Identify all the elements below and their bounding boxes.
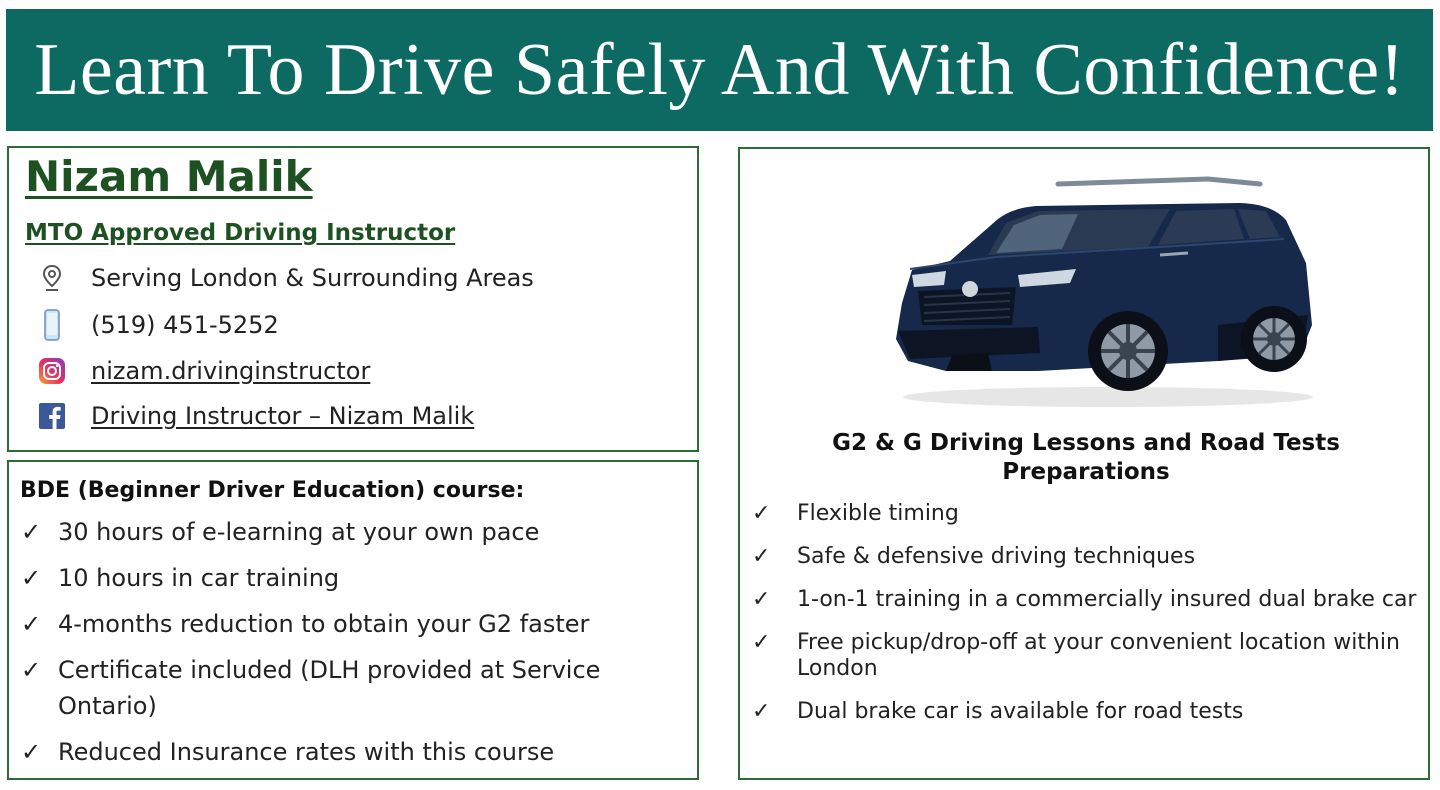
list-item [21,606,681,642]
location-pin-icon [37,263,67,293]
list-item [752,501,1422,527]
list-item-text: 1-on-1 training in a commercially insured dual brake car [797,587,1417,612]
lessons-title: G2 & G Driving Lessons and Road Tests Preparations [832,430,1340,485]
list-item-text: 4-months reduction to obtain your G2 faster [58,610,590,638]
list-item [752,699,1422,725]
list-item-text: 10 hours in car training [58,564,340,592]
checkmark-icon: ✓ [752,587,771,612]
facebook-row [9,396,697,436]
phone-icon [37,310,67,340]
location-text: Serving London & Surrounding Areas [91,264,534,292]
title-banner [6,9,1433,131]
lessons-panel [738,147,1430,780]
phone-row [9,305,697,345]
bde-course-panel [7,460,699,780]
suv-car-image [888,175,1318,411]
bde-course-title: BDE (Beginner Driver Education) course: [20,478,525,503]
checkmark-icon: ✓ [21,518,42,546]
instructor-name: Nizam Malik [25,152,313,201]
checkmark-icon: ✓ [21,564,42,592]
list-item [752,544,1422,570]
phone-number[interactable]: (519) 451-5252 [91,311,279,339]
location-row [9,258,697,298]
list-item [21,514,681,550]
list-item [752,587,1422,613]
list-item [752,630,1422,682]
instagram-link[interactable]: nizam.drivinginstructor [91,357,371,385]
list-item [21,560,681,596]
list-item-text: Flexible timing [797,501,959,526]
lessons-feature-list [752,501,1422,742]
checkmark-icon: ✓ [752,699,771,724]
list-item [21,734,681,770]
checkmark-icon: ✓ [752,630,771,655]
list-item [21,652,681,724]
facebook-icon [37,401,67,431]
list-item-text: Safe & defensive driving techniques [797,544,1196,569]
checkmark-icon: ✓ [752,544,771,569]
facebook-link[interactable]: Driving Instructor – Nizam Malik [91,402,475,430]
checkmark-icon: ✓ [752,501,771,526]
instagram-row [9,351,697,391]
checkmark-icon: ✓ [21,738,42,766]
list-item-text: Free pickup/drop-off at your convenient location within London [797,630,1400,681]
checkmark-icon: ✓ [21,656,42,684]
list-item-text: Certificate included (DLH provided at Service Ontario) [58,656,601,720]
contact-panel [7,146,699,452]
list-item-text: Dual brake car is available for road tests [797,699,1244,724]
bde-feature-list [21,514,681,780]
instagram-icon [37,356,67,386]
page-title: Learn To Drive Safely And With Confidence! [34,28,1405,111]
list-item-text: 30 hours of e-learning at your own pace [58,518,540,546]
instructor-subtitle: MTO Approved Driving Instructor [25,220,456,246]
list-item-text: Reduced Insurance rates with this course [58,738,555,766]
checkmark-icon: ✓ [21,610,42,638]
